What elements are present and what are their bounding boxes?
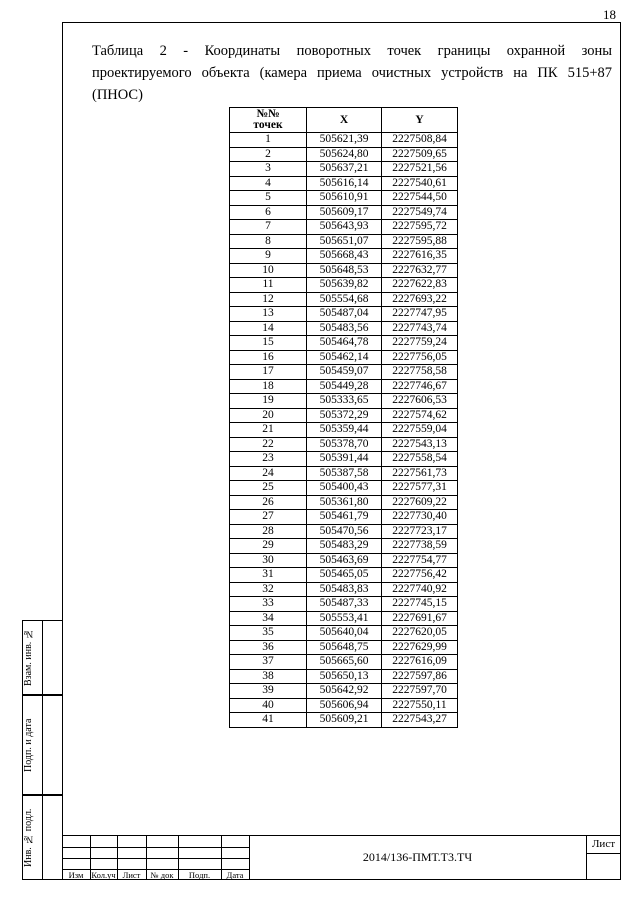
cell-y: 2227756,42 (382, 568, 458, 583)
cell-point-number: 22 (230, 437, 307, 452)
cell-point-number: 3 (230, 162, 307, 177)
table-row (230, 452, 458, 467)
cell-point-number: 20 (230, 408, 307, 423)
table-row (230, 307, 458, 322)
table-row (230, 597, 458, 612)
cell-y: 2227609,22 (382, 495, 458, 510)
table-row (230, 553, 458, 568)
cell-point-number: 10 (230, 263, 307, 278)
cell-x: 505616,14 (307, 176, 382, 191)
cell-point-number: 26 (230, 495, 307, 510)
header-point-number (230, 108, 307, 133)
cell-x: 505554,68 (307, 292, 382, 307)
table-row (230, 133, 458, 148)
cell-point-number: 35 (230, 626, 307, 641)
cell-y: 2227543,27 (382, 713, 458, 728)
cell-x: 505637,21 (307, 162, 382, 177)
side-stamp-signature (22, 695, 62, 795)
cell-point-number: 11 (230, 278, 307, 293)
cell-point-number: 28 (230, 524, 307, 539)
cell-point-number: 33 (230, 597, 307, 612)
table-row (230, 350, 458, 365)
cell-y: 2227606,53 (382, 394, 458, 409)
cell-y: 2227550,11 (382, 698, 458, 713)
cell-point-number: 9 (230, 249, 307, 264)
cell-x: 505483,29 (307, 539, 382, 554)
cell-x: 505624,80 (307, 147, 382, 162)
cell-x: 505651,07 (307, 234, 382, 249)
table-row (230, 481, 458, 496)
cell-point-number: 27 (230, 510, 307, 525)
cell-y: 2227508,84 (382, 133, 458, 148)
cell-y: 2227723,17 (382, 524, 458, 539)
cell-point-number: 6 (230, 205, 307, 220)
table-row (230, 568, 458, 583)
cell-y: 2227597,86 (382, 669, 458, 684)
table-row (230, 582, 458, 597)
table-row (230, 437, 458, 452)
cell-y: 2227745,15 (382, 597, 458, 612)
table-row (230, 379, 458, 394)
cell-x: 505449,28 (307, 379, 382, 394)
tb-line (586, 836, 587, 880)
cell-point-number: 8 (230, 234, 307, 249)
cell-y: 2227543,13 (382, 437, 458, 452)
cell-y: 2227616,09 (382, 655, 458, 670)
cell-x: 505465,05 (307, 568, 382, 583)
cell-x: 505609,21 (307, 713, 382, 728)
tb-col-signature: Подп. (188, 870, 211, 880)
table-row (230, 147, 458, 162)
cell-point-number: 2 (230, 147, 307, 162)
cell-x: 505372,29 (307, 408, 382, 423)
caption-line-2: проектируемого объекта (камера приема очистных устройств на ПК 515+87 (92, 65, 612, 81)
cell-x: 505609,17 (307, 205, 382, 220)
table-row (230, 336, 458, 351)
cell-y: 2227759,24 (382, 336, 458, 351)
cell-point-number: 18 (230, 379, 307, 394)
cell-point-number: 7 (230, 220, 307, 235)
table-row (230, 191, 458, 206)
side-divider (42, 696, 43, 794)
side-label-inventory: Инв. № подл. (23, 808, 34, 867)
cell-x: 505463,69 (307, 553, 382, 568)
cell-y: 2227561,73 (382, 466, 458, 481)
title-block (62, 835, 621, 880)
cell-y: 2227558,54 (382, 452, 458, 467)
cell-x: 505459,07 (307, 365, 382, 380)
cell-x: 505470,56 (307, 524, 382, 539)
table-row (230, 292, 458, 307)
cell-point-number: 17 (230, 365, 307, 380)
header-x: X (307, 108, 382, 133)
table-row (230, 234, 458, 249)
caption-line-1: Таблица 2 - Координаты поворотных точек границы охранной зоны (92, 43, 612, 59)
cell-point-number: 4 (230, 176, 307, 191)
document-code: 2014/136-ПМТ.Т3.ТЧ (362, 850, 473, 864)
cell-x: 505648,53 (307, 263, 382, 278)
cell-y: 2227620,05 (382, 626, 458, 641)
table-row (230, 220, 458, 235)
header-y: Y (382, 108, 458, 133)
table-body (230, 133, 458, 728)
cell-y: 2227693,22 (382, 292, 458, 307)
cell-y: 2227540,61 (382, 176, 458, 191)
page-number: 18 (603, 7, 616, 22)
cell-y: 2227616,35 (382, 249, 458, 264)
cell-x: 505487,04 (307, 307, 382, 322)
cell-point-number: 15 (230, 336, 307, 351)
side-stamp-replacement (22, 620, 62, 695)
cell-y: 2227691,67 (382, 611, 458, 626)
table-row (230, 263, 458, 278)
cell-point-number: 31 (230, 568, 307, 583)
table-row (230, 176, 458, 191)
cell-y: 2227521,56 (382, 162, 458, 177)
cell-point-number: 14 (230, 321, 307, 336)
cell-x: 505640,04 (307, 626, 382, 641)
table-row (230, 669, 458, 684)
table-row (230, 249, 458, 264)
cell-y: 2227595,72 (382, 220, 458, 235)
cell-x: 505391,44 (307, 452, 382, 467)
cell-y: 2227595,88 (382, 234, 458, 249)
cell-x: 505461,79 (307, 510, 382, 525)
cell-x: 505361,80 (307, 495, 382, 510)
cell-x: 505668,43 (307, 249, 382, 264)
tb-line (62, 858, 249, 859)
cell-x: 505378,70 (307, 437, 382, 452)
cell-x: 505606,94 (307, 698, 382, 713)
cell-point-number: 30 (230, 553, 307, 568)
table-row (230, 539, 458, 554)
table-row (230, 408, 458, 423)
cell-point-number: 34 (230, 611, 307, 626)
cell-y: 2227756,05 (382, 350, 458, 365)
table-row (230, 423, 458, 438)
tb-col-doc: № док (150, 870, 174, 880)
cell-y: 2227632,77 (382, 263, 458, 278)
side-label-replacement: Взам. инв. № (23, 628, 34, 687)
cell-x: 505333,65 (307, 394, 382, 409)
cell-point-number: 21 (230, 423, 307, 438)
cell-y: 2227622,83 (382, 278, 458, 293)
cell-y: 2227758,58 (382, 365, 458, 380)
tb-col-date: Дата (226, 870, 244, 880)
cell-point-number: 13 (230, 307, 307, 322)
cell-x: 505642,92 (307, 684, 382, 699)
cell-point-number: 1 (230, 133, 307, 148)
table-row (230, 495, 458, 510)
coordinates-table (229, 107, 458, 728)
side-divider (42, 621, 43, 694)
caption-line-3: (ПНОС) (92, 87, 143, 103)
cell-point-number: 39 (230, 684, 307, 699)
cell-y: 2227743,74 (382, 321, 458, 336)
cell-y: 2227629,99 (382, 640, 458, 655)
table-row (230, 466, 458, 481)
cell-x: 505487,33 (307, 597, 382, 612)
cell-x: 505665,60 (307, 655, 382, 670)
cell-point-number: 12 (230, 292, 307, 307)
cell-x: 505553,41 (307, 611, 382, 626)
sheet-label: Лист (591, 838, 616, 850)
tb-col-sheet: Лист (122, 870, 141, 880)
cell-x: 505610,91 (307, 191, 382, 206)
table-row (230, 611, 458, 626)
cell-y: 2227754,77 (382, 553, 458, 568)
table-row (230, 278, 458, 293)
table-row (230, 524, 458, 539)
table-row (230, 510, 458, 525)
cell-x: 505483,83 (307, 582, 382, 597)
cell-x: 505621,39 (307, 133, 382, 148)
cell-x: 505650,13 (307, 669, 382, 684)
cell-x: 505387,58 (307, 466, 382, 481)
table-caption (92, 40, 612, 106)
table-row (230, 626, 458, 641)
cell-x: 505359,44 (307, 423, 382, 438)
cell-y: 2227549,74 (382, 205, 458, 220)
cell-x: 505639,82 (307, 278, 382, 293)
cell-y: 2227559,04 (382, 423, 458, 438)
cell-y: 2227730,40 (382, 510, 458, 525)
tb-col-count: Кол.уч (91, 870, 116, 880)
cell-y: 2227577,31 (382, 481, 458, 496)
cell-point-number: 24 (230, 466, 307, 481)
cell-y: 2227574,62 (382, 408, 458, 423)
cell-point-number: 36 (230, 640, 307, 655)
tb-col-change: Изм (68, 870, 84, 880)
cell-y: 2227509,65 (382, 147, 458, 162)
table-row (230, 365, 458, 380)
cell-x: 505462,14 (307, 350, 382, 365)
cell-x: 505648,75 (307, 640, 382, 655)
table-row (230, 640, 458, 655)
table-row (230, 655, 458, 670)
cell-x: 505483,56 (307, 321, 382, 336)
table-row (230, 684, 458, 699)
cell-y: 2227747,95 (382, 307, 458, 322)
cell-point-number: 25 (230, 481, 307, 496)
side-divider (42, 796, 43, 879)
table-row (230, 205, 458, 220)
table-row (230, 394, 458, 409)
cell-x: 505643,93 (307, 220, 382, 235)
table-row (230, 162, 458, 177)
cell-point-number: 41 (230, 713, 307, 728)
cell-x: 505400,43 (307, 481, 382, 496)
table-row (230, 321, 458, 336)
tb-line (62, 847, 249, 848)
cell-point-number: 32 (230, 582, 307, 597)
cell-point-number: 16 (230, 350, 307, 365)
table-header-row (230, 108, 458, 133)
side-stamp-inventory (22, 795, 62, 880)
cell-x: 505464,78 (307, 336, 382, 351)
cell-point-number: 40 (230, 698, 307, 713)
table-row (230, 713, 458, 728)
side-label-signature: Подп. и дата (23, 718, 34, 772)
cell-point-number: 38 (230, 669, 307, 684)
cell-point-number: 19 (230, 394, 307, 409)
cell-y: 2227544,50 (382, 191, 458, 206)
cell-point-number: 29 (230, 539, 307, 554)
cell-y: 2227746,67 (382, 379, 458, 394)
cell-y: 2227597,70 (382, 684, 458, 699)
header-point-number-text: №№ точек (253, 108, 283, 131)
cell-point-number: 37 (230, 655, 307, 670)
cell-point-number: 5 (230, 191, 307, 206)
cell-point-number: 23 (230, 452, 307, 467)
cell-y: 2227738,59 (382, 539, 458, 554)
cell-y: 2227740,92 (382, 582, 458, 597)
table-row (230, 698, 458, 713)
tb-line (586, 853, 621, 854)
